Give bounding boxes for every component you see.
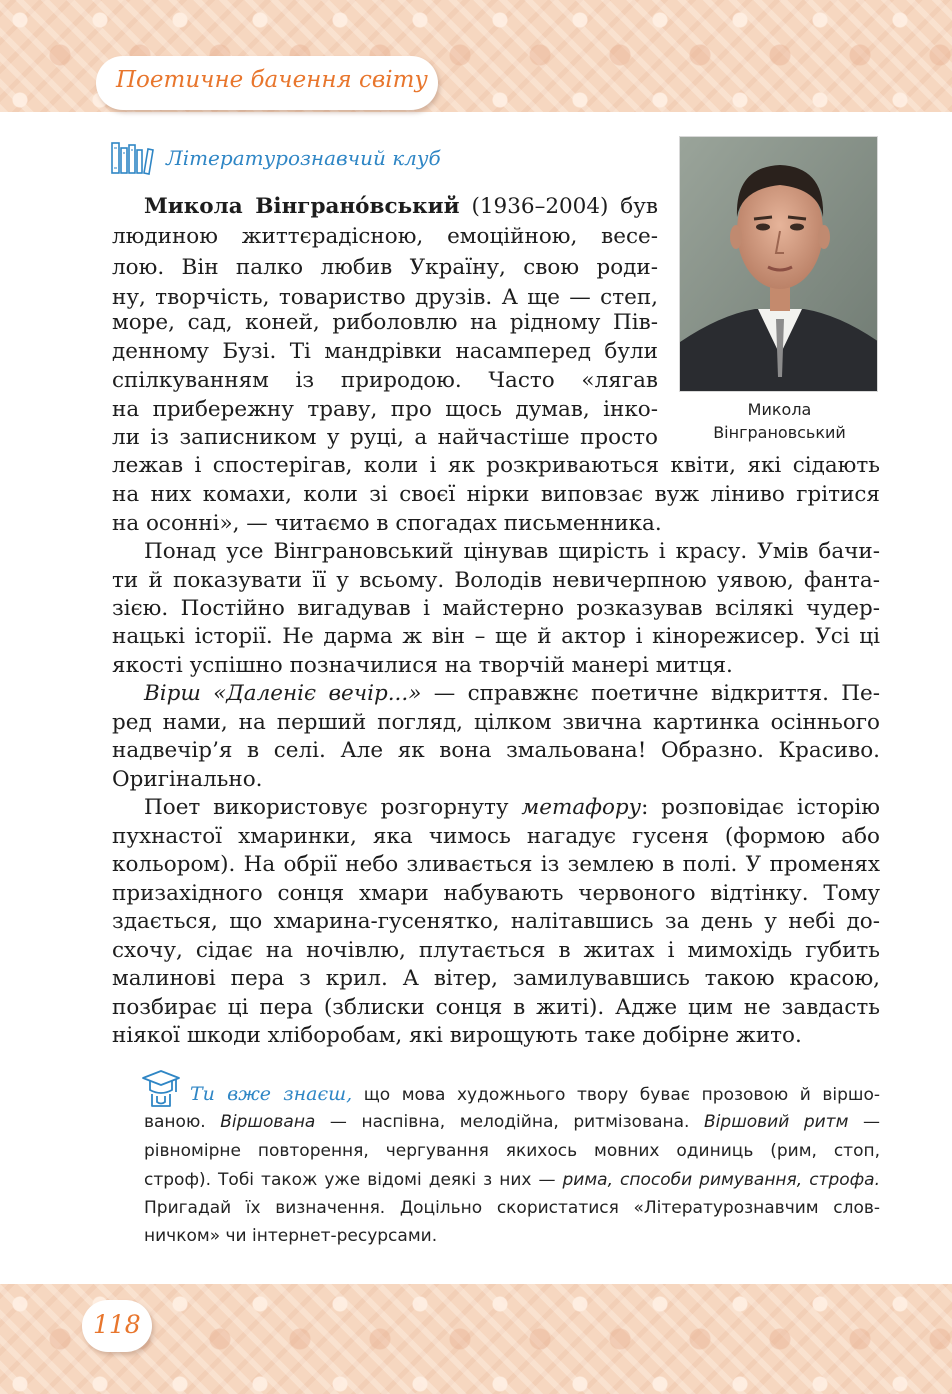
bookshelf-icon xyxy=(110,140,154,176)
paragraph-2-line: ти й показувати її у всьому. Володів невичерпною уявою, фанта- xyxy=(112,568,880,593)
paragraph-1-line xyxy=(112,192,658,222)
paragraph-1-line: денному Бузі. Ті мандрівки насамперед були xyxy=(112,339,658,364)
paragraph-3-line: ред нами, на перший погляд, цілком звична картинка осіннього xyxy=(112,710,880,735)
paragraph-1-line: море, сад, коней, риболовлю на рідному Пів- xyxy=(112,310,658,335)
text-span: Поет використовує розгорнуту xyxy=(144,795,522,820)
terms-list: рима, способи римування, строфа. xyxy=(562,1170,880,1190)
text-span: — xyxy=(848,1112,880,1132)
text-span: — справжнє поетичне відкриття. Пе- xyxy=(421,681,881,706)
term-verse: Віршована xyxy=(220,1112,316,1132)
text-span: ваною. xyxy=(144,1112,221,1132)
club-title: Літературознавчий клуб xyxy=(166,146,441,170)
paragraph-2-line: якості успішно позначилися на творчій манері митця. xyxy=(112,653,733,678)
info-line: рівномірне повторення, чергування якихось мовних одиниць (рим, стоп, xyxy=(144,1141,880,1161)
paragraph-4-line: ніякої шкоди хліборобам, які вирощують таке добірне жито. xyxy=(112,1023,802,1048)
info-line: ничком» чи інтернет-ресурсами. xyxy=(144,1226,438,1246)
paragraph-2-line: нацькі історії. Не дарма ж він – ще й актор і кінорежисер. Усі ці xyxy=(112,624,880,649)
text-span: : розповідає історію xyxy=(641,795,881,820)
text-span: — наспівна, мелодійна, ритмізована. xyxy=(315,1112,705,1132)
author-name: Микола Вінграно́вський xyxy=(144,194,460,219)
paragraph-2-line: зією. Постійно вигадував і майстерно розказував всілякі чудер- xyxy=(112,596,880,621)
paragraph-1-line: людиною життєрадісною, емоційною, весе- xyxy=(112,224,658,249)
paragraph-3-line: надвечір’я в селі. Але як вона змальована! Образно. Красиво. xyxy=(112,738,880,763)
paragraph-4-line: малинові пера з крил. А вітер, замилувавшись такою красою, xyxy=(112,966,880,991)
paragraph-4-line: кольором). На обрії небо зливається із землею в полі. У променях xyxy=(112,852,880,877)
paragraph-2-line: Понад усе Вінграновський цінував щирість і красу. Умів бачи- xyxy=(144,539,880,564)
paragraph-1-line: лою. Він палко любив Україну, свою роди- xyxy=(112,255,658,280)
paragraph-1-line: ну, творчість, товариство друзів. А ще — степ, xyxy=(112,285,658,310)
portrait-caption xyxy=(680,398,879,444)
poem-title: Вірш «Даленіє вечір...» xyxy=(144,681,422,706)
paragraph-4-line xyxy=(112,793,880,823)
term-verse-rhythm: Віршовий ритм xyxy=(704,1112,849,1132)
paragraph-4-line: позбирає ці пера (зблиски сонця в житі). Адже цим не завдасть xyxy=(112,995,880,1020)
paragraph-3-line xyxy=(112,679,880,709)
chapter-title: Поетичне бачення світу xyxy=(116,67,428,93)
info-line xyxy=(144,1166,880,1194)
chapter-header xyxy=(96,56,438,110)
page-number: 118 xyxy=(93,1310,141,1339)
info-line: Пригадай їх визначення. Доцільно скористатися «Літературознавчим слов- xyxy=(144,1198,880,1218)
paragraph-4-line: пухнастої хмаринки, яка чимось нагадує гусеня (формою або xyxy=(112,824,880,849)
paragraph-1-line: на осонні», — читаємо в спогадах письменника. xyxy=(112,511,662,536)
portrait-photo xyxy=(679,136,878,392)
term-metaphor: метафору xyxy=(521,795,642,820)
caption-line-1: Микола xyxy=(747,400,812,419)
info-line xyxy=(190,1080,880,1108)
info-line xyxy=(144,1108,880,1136)
paragraph-4-line: схочу, сідає на ночівлю, плутається в житах і мимохідь губить xyxy=(112,938,880,963)
page-number-badge xyxy=(82,1300,152,1352)
graduation-cap-icon xyxy=(140,1068,182,1110)
text-span: (1936–2004) був xyxy=(459,194,658,219)
paragraph-3-line: Оригінально. xyxy=(112,767,263,792)
text-span: строф). Тобі також уже відомі деякі з них — xyxy=(144,1170,563,1190)
paragraph-4-line: призахідного сонця хмари набувають червоного відтінку. Тому xyxy=(112,881,880,906)
paragraph-1-line: на них комахи, коли зі своєї нірки виповзає вуж ліниво грітися xyxy=(112,482,880,507)
paragraph-1-line: на прибережну траву, про щось думав, інко- xyxy=(112,397,658,422)
info-lead: Ти вже знаєш, xyxy=(190,1083,353,1105)
portrait-image xyxy=(680,137,878,392)
paragraph-1-line: спілкуванням із природою. Часто «лягав xyxy=(112,368,658,393)
paragraph-4-line: здається, що хмарина-гусенятко, налітавшись за день у небі до- xyxy=(112,909,880,934)
paragraph-1-line: лежав і спостерігав, коли і як розкриваються квіти, які сідають xyxy=(112,453,880,478)
paragraph-1-line: ли із записником у руці, а найчастіше просто xyxy=(112,425,658,450)
text-span: що мова художнього твору буває прозовою й віршо- xyxy=(352,1085,880,1105)
caption-line-2: Вінграновський xyxy=(713,423,846,442)
